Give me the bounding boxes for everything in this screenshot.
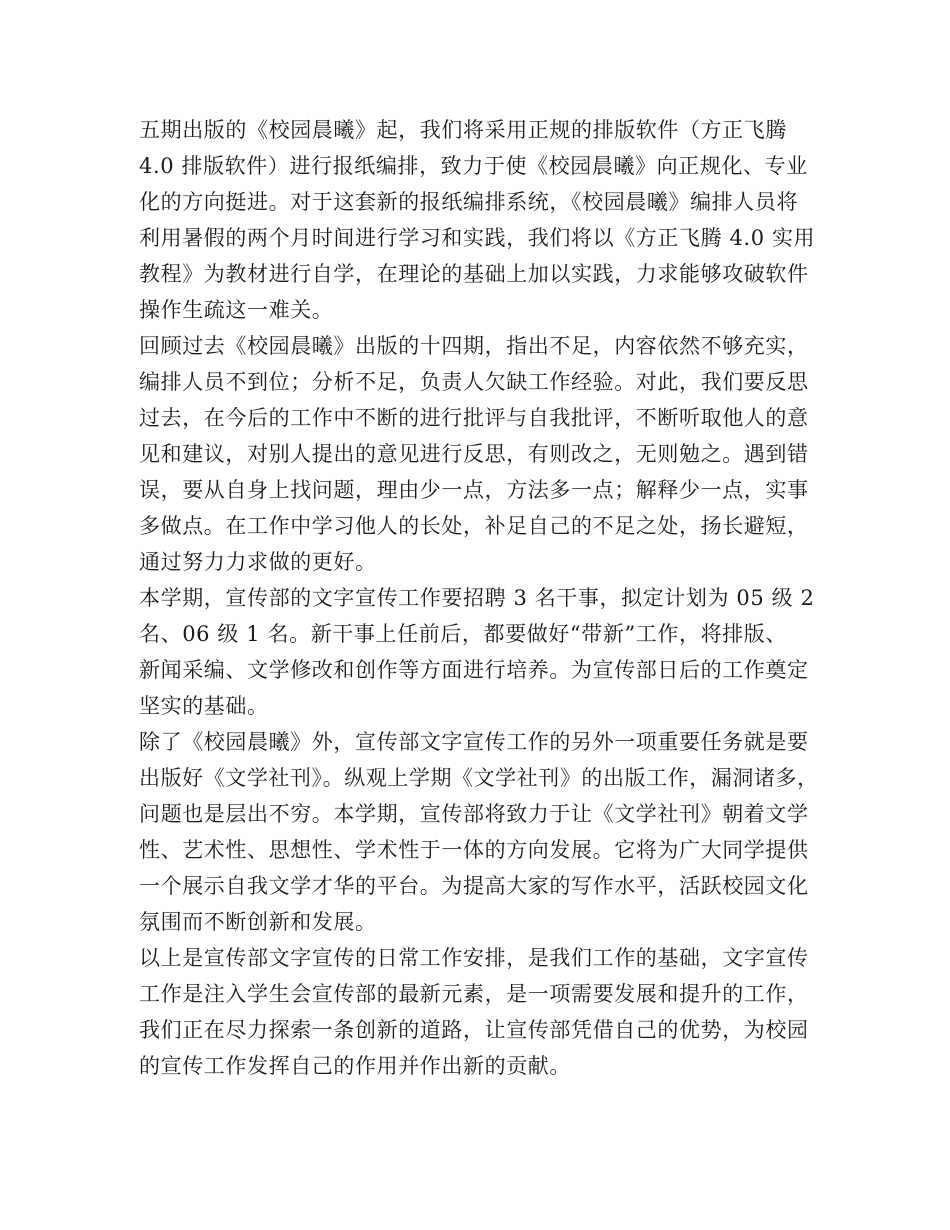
text-line: 工作是注入学生会宣传部的最新元素，是一项需要发展和提升的工作， (139, 982, 809, 1006)
text-line: 本学期，宣传部的文字宣传工作要招聘 3 名干事，拟定计划为 05 级 2 (139, 586, 815, 610)
text-line: 化的方向挺进。对于这套新的报纸编排系统，《校园晨曦》编排人员将 (139, 190, 799, 214)
text-line: 氛围而不断创新和发展。 (139, 910, 377, 934)
text-line: 新闻采编、文学修改和创作等方面进行培养。为宣传部日后的工作奠定 (139, 658, 809, 682)
text-line: 多做点。在工作中学习他人的长处，补足自己的不足之处，扬长避短， (139, 514, 809, 538)
text-line: 一个展示自我文学才华的平台。为提高大家的写作水平，活跃校园文化 (139, 874, 809, 898)
text-line: 我们正在尽力探索一条创新的道路，让宣传部凭借自己的优势，为校园 (139, 1018, 809, 1042)
text-line: 性、艺术性、思想性、学术性于一体的方向发展。它将为广大同学提供 (139, 838, 809, 862)
text-line: 利用暑假的两个月时间进行学习和实践，我们将以《方正飞腾 4.0 实用 (139, 226, 816, 250)
text-line: 的宣传工作发挥自己的作用并作出新的贡献。 (139, 1054, 571, 1078)
text-line: 回顾过去《校园晨曦》出版的十四期，指出不足，内容依然不够充实， (139, 334, 809, 358)
text-line: 编排人员不到位；分析不足，负责人欠缺工作经验。对此，我们要反思 (139, 370, 809, 394)
text-line: 误，要从自身上找问题，理由少一点，方法多一点；解释少一点，实事 (139, 478, 809, 502)
text-line: 见和建议，对别人提出的意见进行反思，有则改之，无则勉之。遇到错 (139, 442, 809, 466)
text-line: 名、06 级 1 名。新干事上任前后，都要做好“带新”工作，将排版、 (139, 622, 787, 646)
text-line: 4.0 排版软件）进行报纸编排，致力于使《校园晨曦》向正规化、专业 (139, 154, 808, 178)
text-line: 问题也是层出不穷。本学期，宣传部将致力于让《文学社刊》朝着文学 (139, 802, 809, 826)
text-line: 教程》为教材进行自学，在理论的基础上加以实践，力求能够攻破软件 (139, 262, 809, 286)
text-line: 操作生疏这一难关。 (139, 298, 334, 322)
text-line: 以上是宣传部文字宣传的日常工作安排，是我们工作的基础，文字宣传 (139, 946, 809, 970)
text-line: 坚实的基础。 (139, 694, 269, 718)
text-line: 通过努力力求做的更好。 (139, 550, 377, 574)
text-line: 除了《校园晨曦》外，宣传部文字宣传工作的另外一项重要任务就是要 (139, 730, 809, 754)
text-line: 出版好《文学社刊》。纵观上学期《文学社刊》的出版工作，漏洞诸多， (139, 766, 819, 790)
text-line: 过去，在今后的工作中不断的进行批评与自我批评，不断听取他人的意 (139, 406, 809, 430)
text-line: 五期出版的《校园晨曦》起，我们将采用正规的排版软件（方正飞腾 (139, 118, 787, 142)
